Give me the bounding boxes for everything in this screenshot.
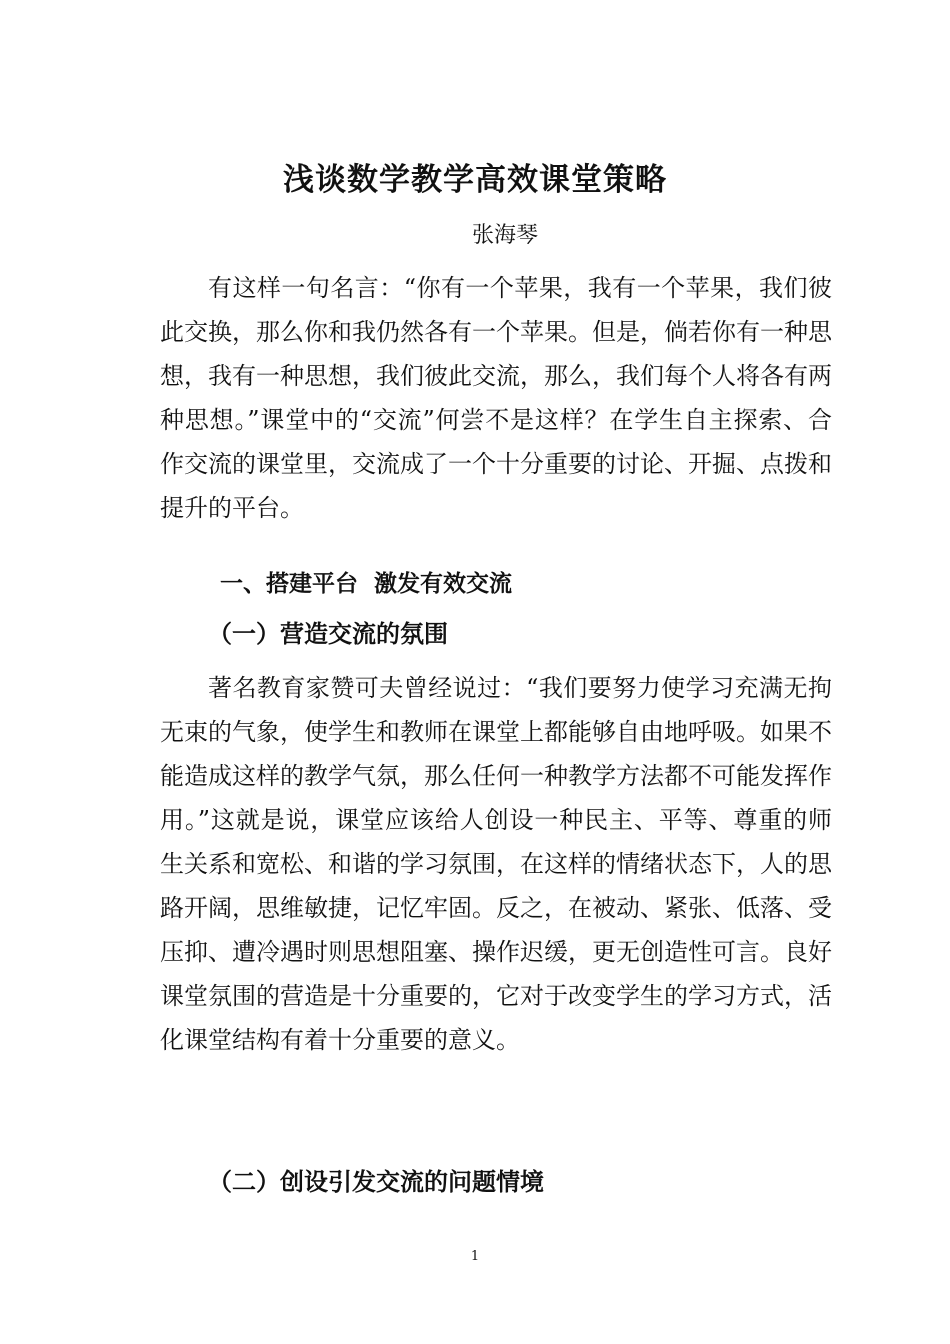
intro-paragraph: 有这样一句名言：“你有一个苹果，我有一个苹果，我们彼此交换，那么你和我仍然各有一个苹果。但是，倘若你有一种思想，我有一种思想，我们彼此交流，那么，我们每个人将各有两种思想。”课堂中的“交流”何尝不是这样？在学生自主探索、合作交流的课堂里，交流成了一个十分重要的讨论、开掘、点拨和提升的平台。 [160, 274, 832, 522]
author-name: 张海琴 [471, 223, 538, 248]
subheading-atmosphere: （一）营造交流的氛围 [208, 619, 448, 648]
section-heading: 一、搭建平台 激发有效交流 [220, 571, 513, 597]
document-title: 浅谈数学教学高效课堂策略 [283, 162, 667, 198]
subheading-problem-situation: （二）创设引发交流的问题情境 [208, 1167, 544, 1196]
page-number: 1 [470, 1249, 480, 1264]
body-paragraph: 著名教育家赞可夫曾经说过：“我们要努力使学习充满无拘无束的气象，使学生和教师在课堂上都能够自由地呼吸。如果不能造成这样的教学气氛，那么任何一种教学方法都不可能发挥作用。”这就是说，课堂应该给人创设一种民主、平等、尊重的师生关系和宽松、和谐的学习氛围，在这样的情绪状态下，人的思路开阔，思维敏捷，记忆牢固。反之，在被动、紧张、低落、受压抑、遭冷遇时则思想阻塞、操作迟缓，更无创造性可言。良好课堂氛围的营造是十分重要的，它对于改变学生的学习方式，活化课堂结构有着十分重要的意义。 [160, 674, 832, 1054]
